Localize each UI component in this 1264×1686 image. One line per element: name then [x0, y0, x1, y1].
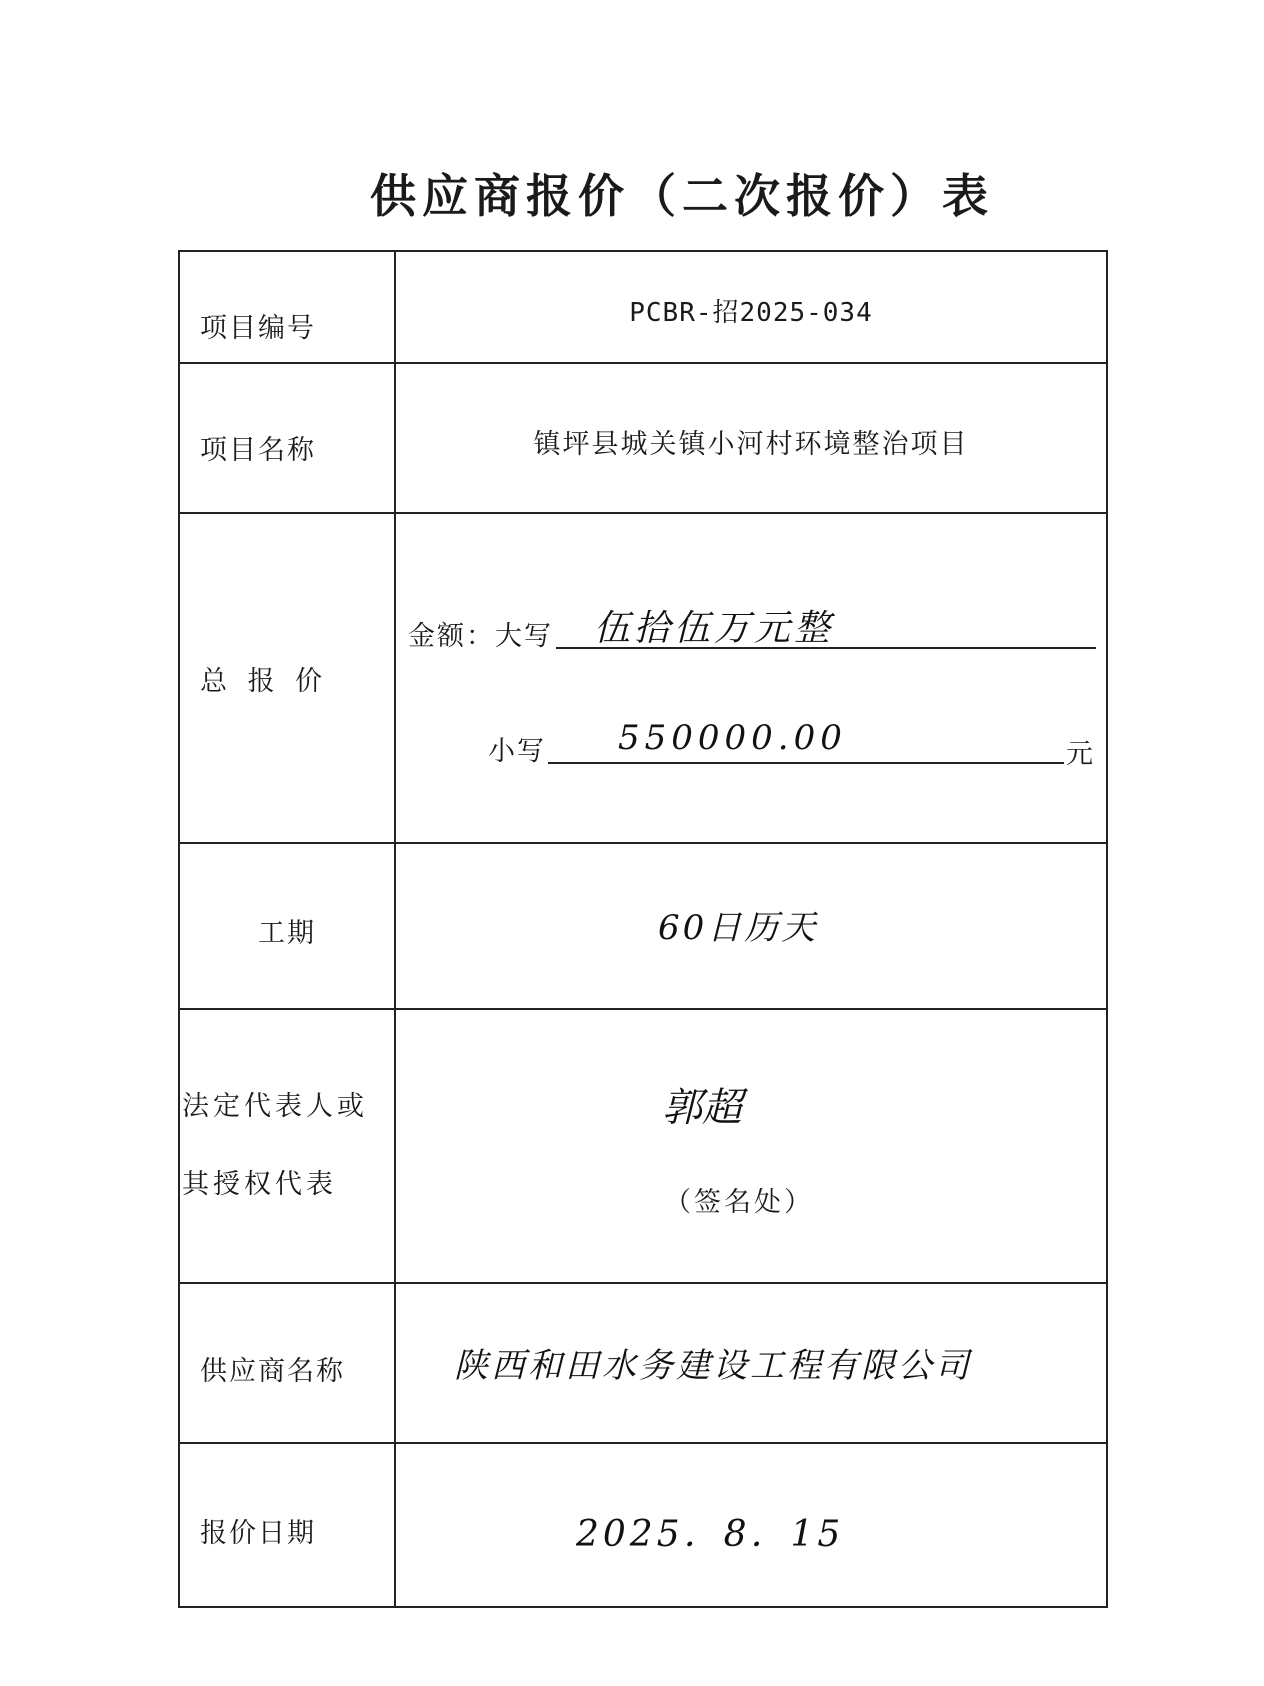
row-supplier: [180, 1284, 1106, 1444]
amount-number-handwritten: 550000.00: [618, 718, 847, 758]
label-total-price: 总 报 价: [180, 514, 396, 842]
row-duration: [180, 844, 1106, 1010]
label-duration: 工期: [180, 844, 396, 1008]
row-date: [180, 1444, 1106, 1606]
label-representative-line1: 法定代表人或: [182, 1091, 368, 1122]
label-representative: [180, 1010, 396, 1282]
label-project-name: 项目名称: [180, 364, 396, 512]
label-project-no: 项目编号: [180, 252, 396, 362]
amount-words-prefix: 金额：大写: [408, 621, 553, 652]
signature-hint: （签名处）: [664, 1187, 814, 1218]
amount-words-handwritten: 伍拾伍万元整: [594, 608, 835, 649]
label-date: 报价日期: [180, 1444, 396, 1606]
row-project-name: [180, 364, 1106, 514]
duration-handwritten: 60日历天: [658, 908, 819, 948]
project-no-value: PCBR-招2025-034: [629, 298, 873, 328]
date-handwritten: 2025．8．15: [576, 1514, 845, 1555]
value-cell-representative: [396, 1010, 1106, 1282]
value-cell-date: [396, 1444, 1106, 1606]
quotation-table: [178, 250, 1108, 1608]
amount-number-underline: [548, 762, 1064, 764]
value-cell-project-no: [396, 252, 1106, 362]
value-cell-duration: [396, 844, 1106, 1008]
value-cell-total-price: [396, 514, 1106, 842]
value-cell-supplier: [396, 1284, 1106, 1442]
label-representative-line2: 其授权代表: [182, 1169, 337, 1200]
row-project-no: [180, 252, 1106, 364]
page-title: 供应商报价（二次报价）表: [370, 169, 994, 223]
label-supplier: 供应商名称: [180, 1284, 396, 1442]
supplier-handwritten: 陕西和田水务建设工程有限公司: [454, 1346, 972, 1386]
project-name-value: 镇坪县城关镇小河村环境整治项目: [533, 429, 969, 460]
row-total-price: [180, 514, 1106, 844]
value-cell-project-name: [396, 364, 1106, 512]
amount-unit: 元: [1066, 739, 1095, 770]
row-representative: [180, 1010, 1106, 1284]
amount-number-prefix: 小写: [488, 736, 546, 767]
signature-handwritten: 郭超: [662, 1085, 742, 1131]
